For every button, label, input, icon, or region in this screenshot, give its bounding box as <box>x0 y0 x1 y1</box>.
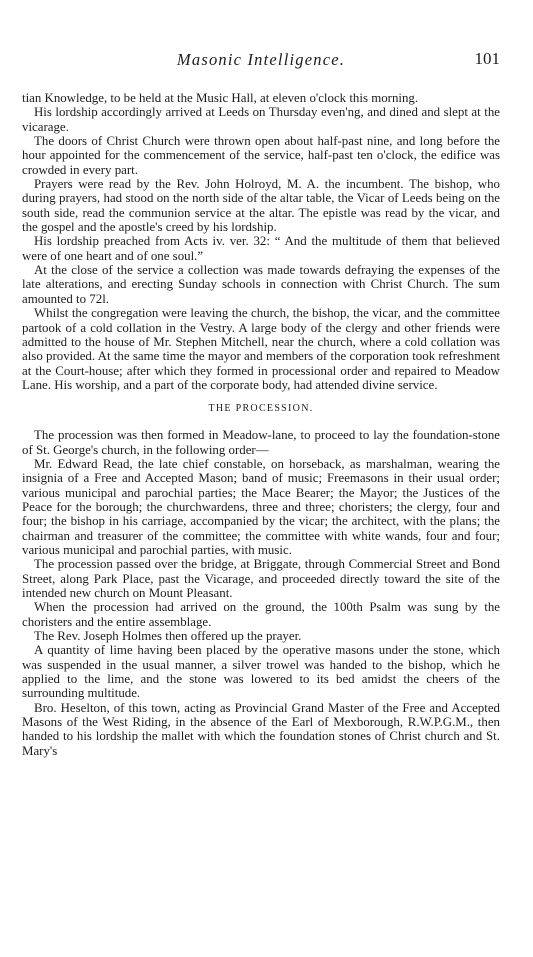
paragraph: Mr. Edward Read, the late chief constable, on horseback, as marshalman, wearing the insignia of a Free and Accepted Mason; band of music; Freemasons in their usual order; various municipal and parochial parties; the Mace Bearer; the Mayor; the Justices of the Peace for the borough; the churchwardens, three and three; choristers; the clergy, four and four; the bishop in his carriage, accompanied by the vicar; the architect, with the plans; the chairman and treasurer of the committee; the committee with white wands, four and four; various municipal and parochial parties, with music. <box>22 456 500 557</box>
paragraph: A quantity of lime having been placed by the operative masons under the stone, which was suspended in the usual manner, a silver trowel was handed to the bishop, which he applied to the lime, and the stone was lowered to its bed amidst the cheers of the surrounding multitude. <box>22 643 500 701</box>
book-page <box>22 0 500 758</box>
paragraph: Prayers were read by the Rev. John Holroyd, M. A. the incumbent. The bishop, who during prayers, had stood on the north side of the altar table, the Vicar of Leeds being on the south side, read the communion service at the altar. The epistle was read by the vicar, and the gospel and the apostle's creed by his lordship. <box>22 177 500 235</box>
paragraph: His lordship preached from Acts iv. ver. 32: “ And the multitude of them that believed were of one heart and of one soul.” <box>22 234 500 263</box>
paragraph: The procession passed over the bridge, at Briggate, through Commercial Street and Bond Street, along Park Place, past the Vicarage, and proceeded directly toward the site of the intended new church on Mount Pleasant. <box>22 557 500 600</box>
paragraph: The procession was then formed in Meadow-lane, to proceed to lay the foundation-stone of St. George's church, in the following order— <box>22 428 500 457</box>
paragraph: Bro. Heselton, of this town, acting as Provincial Grand Master of the Free and Accepted Masons of the West Riding, in the absence of the Earl of Mexborough, R.W.P.G.M., then handed to his lordship the mallet with which the foundation stones of Christ church and St. Mary's <box>22 700 500 758</box>
paragraph: The Rev. Joseph Holmes then offered up the prayer. <box>34 629 302 644</box>
paragraph: His lordship accordingly arrived at Leeds on Thursday even'ng, and dined and slept at the vicarage. <box>22 105 500 134</box>
running-head <box>22 0 500 69</box>
running-title: Masonic Intelligence. <box>176 50 346 69</box>
paragraph: tian Knowledge, to be held at the Music Hall, at eleven o'clock this morning. <box>22 91 419 105</box>
paragraph: When the procession had arrived on the ground, the 100th Psalm was sung by the choristers and the entire assemblage. <box>22 600 500 629</box>
article-body <box>22 91 500 758</box>
section-heading: THE PROCESSION. <box>208 403 314 415</box>
page-number: 101 <box>474 49 500 68</box>
paragraph: Whilst the congregation were leaving the church, the bishop, the vicar, and the committee partook of a cold collation in the Vestry. A large body of the clergy and other friends were admitted to the house of Mr. Stephen Mitchell, near the church, where a cold collation was also provided. At the same time the mayor and members of the corporation took refreshment at the Court-house; after which they formed in processional order and repaired to Meadow Lane. His worship, and a part of the corporate body, had attended divine service. <box>22 306 500 392</box>
paragraph: The doors of Christ Church were thrown open about half-past nine, and long before the hour appointed for the commencement of the service, half-past ten o'clock, the edifice was crowded in every part. <box>22 134 500 177</box>
paragraph: At the close of the service a collection was made towards defraying the expenses of the late alterations, and erecting Sunday schools in connection with Christ Church. The sum amounted to 72l. <box>22 263 500 306</box>
